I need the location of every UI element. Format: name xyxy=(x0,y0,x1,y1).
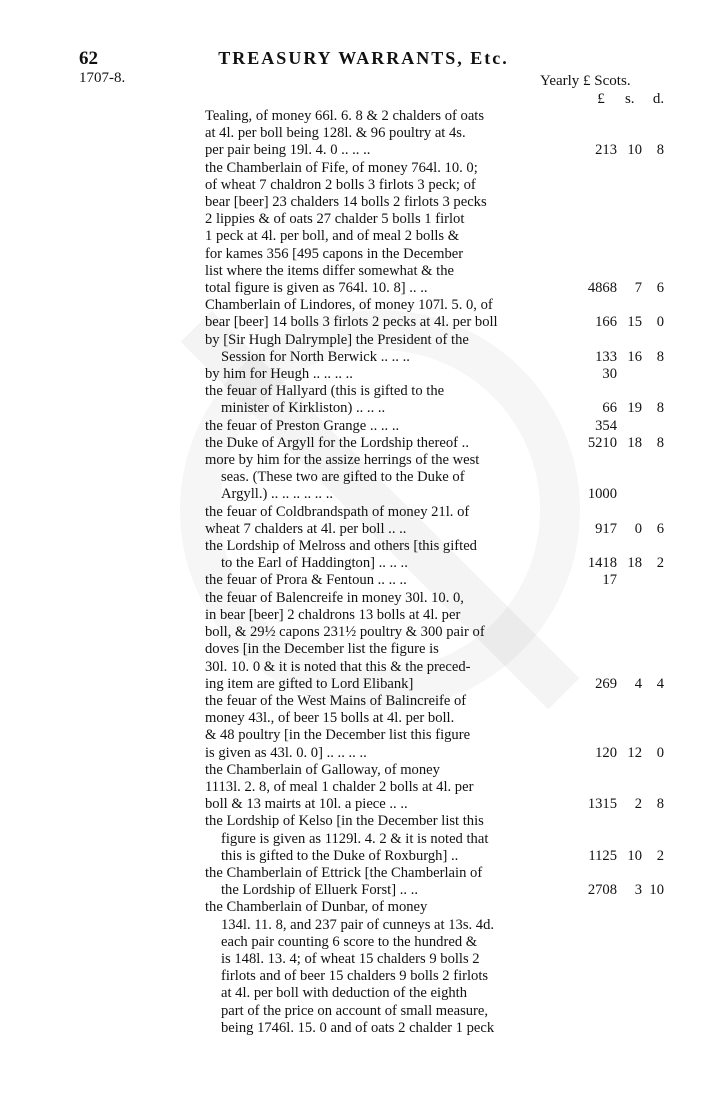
amount-pence: 4 xyxy=(656,675,664,692)
margin-year: 1707-8. xyxy=(79,70,126,86)
entry-amount xyxy=(544,521,664,538)
entry-line: 1113l. 2. 8, of meal 1 chalder 2 bolls at 4l. per xyxy=(205,778,474,795)
entry-line: figure is given as 1129l. 4. 2 & it is noted that xyxy=(221,830,489,847)
entry-line: boll, & 29½ capons 231½ poultry & 300 pair of xyxy=(205,624,485,641)
amount-shillings: 3 xyxy=(634,882,642,899)
amount-shillings: 10 xyxy=(627,847,642,864)
amount-pounds: 1125 xyxy=(588,847,617,864)
entry-line: to the Earl of Haddington] .. .. .. xyxy=(221,555,408,572)
ledger-entry xyxy=(205,418,685,435)
entry-line: Session for North Berwick .. .. .. xyxy=(221,348,410,365)
entry-text xyxy=(205,813,544,865)
entry-line: 2 lippies & of oats 27 chalder 5 bolls 1 firlot xyxy=(205,211,465,228)
entry-line: by him for Heugh .. .. .. .. xyxy=(205,366,353,383)
amount-pounds: 1315 xyxy=(587,796,617,813)
entry-line: the feuar of Balencreife in money 30l. 10. 0, xyxy=(205,589,464,606)
entry-text xyxy=(205,504,544,538)
amount-pounds: 1000 xyxy=(587,486,617,503)
entry-line: part of the price on account of small measure, xyxy=(221,1002,489,1019)
amount-pounds: 1418 xyxy=(587,555,617,572)
amount-pence: 10 xyxy=(649,882,664,899)
amount-pounds: 354 xyxy=(595,417,617,434)
column-heading: Yearly £ Scots. xyxy=(540,73,631,89)
amount-pounds: 2708 xyxy=(587,882,617,899)
entry-text xyxy=(205,297,544,331)
amount-shillings: 18 xyxy=(627,434,642,451)
amount-pence: 8 xyxy=(656,434,664,451)
entry-text xyxy=(205,899,544,1037)
entry-line: each pair counting 6 score to the hundred & xyxy=(221,933,478,950)
ledger-entry xyxy=(205,590,685,693)
amount-pence: 0 xyxy=(656,314,664,331)
entry-line: in bear [beer] 2 chaldrons 13 bolls at 4l. per xyxy=(205,606,461,623)
entry-text xyxy=(205,693,544,762)
entry-line: the Chamberlain of Fife, of money 764l. 10. 0; xyxy=(205,159,478,176)
col-pence: d. xyxy=(652,91,665,107)
entry-amount xyxy=(544,400,664,417)
amount-pence: 6 xyxy=(656,280,664,297)
amount-pounds: 17 xyxy=(602,572,617,589)
entry-line: this is gifted to the Duke of Roxburgh] .. xyxy=(221,847,459,864)
amount-shillings: 18 xyxy=(627,555,642,572)
entry-line: the feuar of Hallyard (this is gifted to the xyxy=(205,383,445,400)
amount-shillings xyxy=(617,486,642,503)
ledger-entry xyxy=(205,297,685,331)
amount-shillings: 15 xyxy=(627,314,642,331)
ledger-entry xyxy=(205,899,685,1037)
entry-line: the Lordship of Kelso [in the December list this xyxy=(205,813,484,830)
entry-amount xyxy=(544,314,664,331)
entry-text xyxy=(205,762,544,814)
amount-shillings: 7 xyxy=(634,280,642,297)
ledger-entry xyxy=(205,693,685,762)
entry-line: seas. (These two are gifted to the Duke of xyxy=(221,469,465,486)
entry-text xyxy=(205,538,544,572)
amount-shillings xyxy=(617,572,642,589)
entry-text xyxy=(205,865,544,899)
ledger-entry xyxy=(205,435,685,452)
entry-line: Tealing, of money 66l. 6. 8 & 2 chalders of oats xyxy=(205,108,485,124)
entry-line: ing item are gifted to Lord Elibank] xyxy=(205,675,414,692)
entry-amount xyxy=(544,280,664,297)
entry-line: 30l. 10. 0 & it is noted that this & the preced- xyxy=(205,658,471,675)
amount-pounds: 917 xyxy=(595,520,617,537)
entry-text xyxy=(205,435,544,452)
entry-line: & 48 poultry [in the December list this figure xyxy=(205,727,471,744)
entry-line: the Lordship of Elluerk Forst] .. .. xyxy=(221,882,418,899)
amount-pounds: 30 xyxy=(602,366,617,383)
amount-shillings xyxy=(617,366,642,383)
amount-shillings: 12 xyxy=(627,744,642,761)
entry-line: minister of Kirkliston) .. .. .. xyxy=(221,400,386,417)
amount-pounds: 213 xyxy=(595,142,617,159)
ledger-entry xyxy=(205,813,685,865)
warrant-entries xyxy=(205,108,685,1037)
entry-amount xyxy=(544,676,664,693)
entry-line: firlots and of beer 15 chalders 9 bolls 2 firlots xyxy=(221,968,489,985)
amount-pence: 2 xyxy=(656,555,664,572)
ledger-entry xyxy=(205,383,685,417)
entry-line: being 1746l. 15. 0 and of oats 2 chalder 1 peck xyxy=(221,1019,495,1036)
entry-line: list where the items differ somewhat & the xyxy=(205,262,454,279)
entry-line: is given as 43l. 0. 0] .. .. .. .. xyxy=(205,744,367,761)
amount-shillings: 0 xyxy=(634,520,642,537)
entry-text xyxy=(205,452,544,504)
entry-line: bear [beer] 23 chalders 14 bolls 2 firlots 3 pecks xyxy=(205,194,487,211)
entry-amount xyxy=(544,435,664,452)
entry-line: more by him for the assize herrings of the west xyxy=(205,452,480,469)
amount-pence: 0 xyxy=(656,744,664,761)
entry-text xyxy=(205,383,544,417)
amount-shillings: 2 xyxy=(634,796,642,813)
entry-line: wheat 7 chalders at 4l. per boll .. .. xyxy=(205,520,407,537)
entry-line: of wheat 7 chaldron 2 bolls 3 firlots 3 peck; of xyxy=(205,176,476,193)
entry-line: 1 peck at 4l. per boll, and of meal 2 bolls & xyxy=(205,228,460,245)
entry-line: Chamberlain of Lindores, of money 107l. 5. 0, of xyxy=(205,297,493,314)
amount-shillings: 10 xyxy=(627,142,642,159)
entry-line: doves [in the December list the figure is xyxy=(205,641,439,658)
amount-pence: 8 xyxy=(656,400,664,417)
entry-text xyxy=(205,590,544,693)
entry-amount xyxy=(544,848,664,865)
amount-pence xyxy=(642,366,664,383)
amount-shillings xyxy=(617,418,642,435)
entry-line: the Chamberlain of Galloway, of money xyxy=(205,761,440,778)
amount-shillings: 4 xyxy=(634,675,642,692)
entry-amount xyxy=(544,796,664,813)
running-title: TREASURY WARRANTS, Etc. xyxy=(218,48,509,68)
entry-text xyxy=(205,366,544,383)
amount-pence xyxy=(642,572,664,589)
entry-text xyxy=(205,332,544,366)
ledger-entry xyxy=(205,108,685,160)
entry-amount xyxy=(544,486,664,503)
entry-line: the Duke of Argyll for the Lordship thereof .. xyxy=(205,434,469,451)
entry-text xyxy=(205,108,544,160)
col-pounds: £ xyxy=(597,91,605,107)
entry-line: Argyll.) .. .. .. .. .. .. xyxy=(221,486,334,503)
page-number: 62 xyxy=(79,48,98,69)
entry-line: boll & 13 mairts at 10l. a piece .. .. xyxy=(205,796,408,813)
entry-line: the feuar of Prora & Fentoun .. .. .. xyxy=(205,572,407,589)
entry-line: per pair being 19l. 4. 0 .. .. .. xyxy=(205,142,371,159)
col-shillings: s. xyxy=(624,91,635,107)
entry-line: at 4l. per boll being 128l. & 96 poultry at 4s. xyxy=(205,125,466,142)
ledger-entry xyxy=(205,504,685,538)
entry-amount xyxy=(544,366,664,383)
amount-pounds: 166 xyxy=(595,314,617,331)
entry-line: by [Sir Hugh Dalrymple] the President of the xyxy=(205,331,469,348)
entry-line: bear [beer] 14 bolls 3 firlots 2 pecks at 4l. per boll xyxy=(205,314,498,331)
amount-pounds: 133 xyxy=(595,348,617,365)
amount-pence: 6 xyxy=(656,520,664,537)
entry-amount xyxy=(544,745,664,762)
amount-pounds: 5210 xyxy=(587,434,617,451)
ledger-entry xyxy=(205,332,685,366)
ledger-entry xyxy=(205,865,685,899)
amount-pounds: 66 xyxy=(602,400,617,417)
amount-pence: 8 xyxy=(656,348,664,365)
entry-line: the Chamberlain of Ettrick [the Chamberlain of xyxy=(205,864,483,881)
ledger-entry xyxy=(205,366,685,383)
amount-pounds: 120 xyxy=(595,744,617,761)
amount-pence xyxy=(642,418,664,435)
entry-line: the feuar of the West Mains of Balincreife of xyxy=(205,692,467,709)
amount-pence: 8 xyxy=(656,142,664,159)
amount-pence: 8 xyxy=(656,796,664,813)
entry-line: total figure is given as 764l. 10. 8] .. .. xyxy=(205,280,428,297)
ledger-entry xyxy=(205,572,685,589)
entry-text xyxy=(205,160,544,298)
amount-pence: 2 xyxy=(656,847,664,864)
ledger-entry xyxy=(205,538,685,572)
amount-shillings: 16 xyxy=(627,348,642,365)
entry-amount xyxy=(544,142,664,159)
entry-line: for kames 356 [495 capons in the December xyxy=(205,245,464,262)
entry-line: the Lordship of Melross and others [this gifted xyxy=(205,538,477,555)
entry-line: at 4l. per boll with deduction of the eighth xyxy=(221,985,468,1002)
entry-text xyxy=(205,572,544,589)
entry-amount xyxy=(544,349,664,366)
amount-pounds: 4868 xyxy=(587,280,617,297)
amount-shillings: 19 xyxy=(627,400,642,417)
entry-amount xyxy=(544,418,664,435)
entry-line: is 148l. 13. 4; of wheat 15 chalders 9 bolls 2 xyxy=(221,950,480,967)
entry-amount xyxy=(544,572,664,589)
ledger-entry xyxy=(205,762,685,814)
ledger-entry xyxy=(205,452,685,504)
entry-text xyxy=(205,418,544,435)
entry-line: the feuar of Preston Grange .. .. .. xyxy=(205,417,400,434)
entry-line: money 43l., of beer 15 bolls at 4l. per boll. xyxy=(205,710,455,727)
entry-line: the Chamberlain of Dunbar, of money xyxy=(205,899,428,916)
amount-pence xyxy=(642,486,664,503)
column-units xyxy=(590,91,690,108)
entry-line: 134l. 11. 8, and 237 pair of cunneys at 13s. 4d. xyxy=(221,916,495,933)
entry-amount xyxy=(544,555,664,572)
entry-amount xyxy=(544,882,664,899)
ledger-entry xyxy=(205,160,685,298)
amount-pounds: 269 xyxy=(595,675,617,692)
entry-line: the feuar of Coldbrandspath of money 21l. of xyxy=(205,503,470,520)
